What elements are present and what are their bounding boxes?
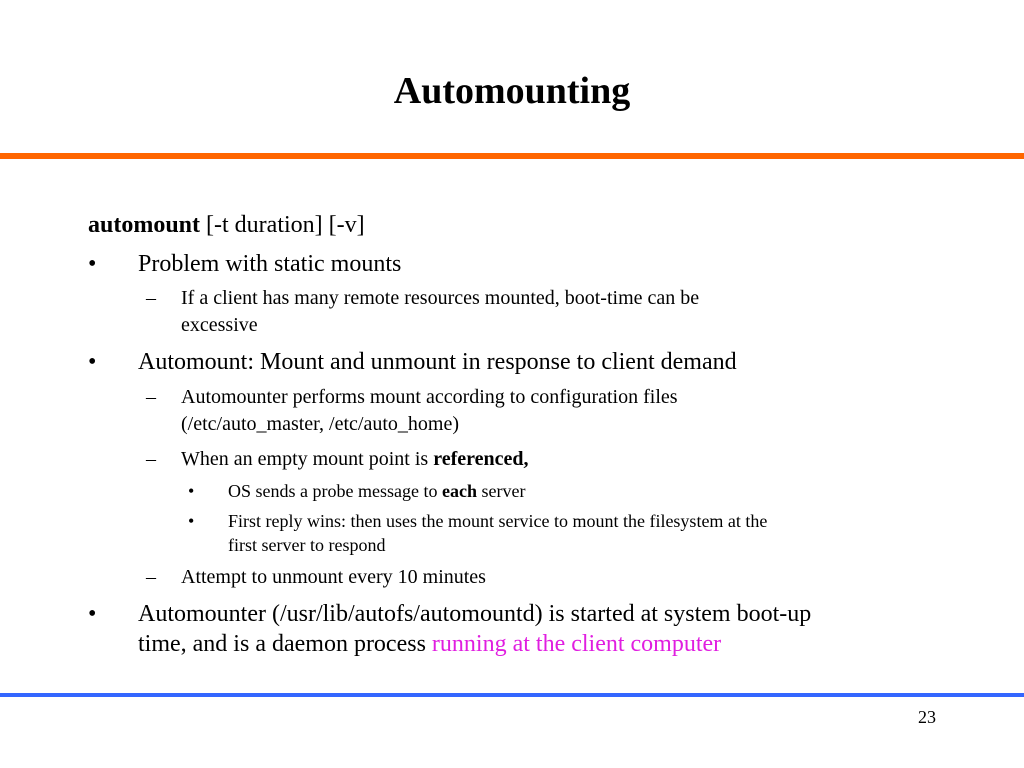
command-name: automount	[88, 212, 201, 238]
bullet-text: Automount: Mount and unmount in response to client demand	[138, 349, 737, 375]
sub-bullet-plain: When an empty mount point is	[181, 448, 434, 470]
sub-bullet-text-continued: excessive	[181, 314, 258, 336]
third-level-text	[228, 479, 525, 503]
third-level-marker: •	[188, 511, 195, 531]
highlighted-text: running at the client computer	[431, 631, 722, 657]
sub-bullet-marker: –	[146, 287, 156, 309]
bullet-plain: time, and is a daemon process	[138, 631, 432, 657]
slide-title: Automounting	[393, 70, 631, 112]
sub-bullet-marker: –	[146, 566, 156, 588]
bullet-text: Problem with static mounts	[138, 251, 402, 277]
bullet-text-continued	[138, 630, 721, 658]
sub-bullet-text	[181, 446, 529, 473]
bullet-marker: •	[88, 251, 97, 277]
sub-bullet-text: If a client has many remote resources mounted, boot-time can be	[181, 287, 700, 309]
page-number: 23	[918, 707, 936, 727]
sub-bullet-bold: referenced,	[433, 448, 529, 470]
bullet-marker: •	[88, 601, 97, 627]
third-level-text-continued: first server to respond	[228, 535, 386, 555]
sub-bullet-text: Automounter performs mount according to configuration files	[181, 386, 678, 408]
bottom-divider	[0, 693, 1024, 697]
third-level-marker: •	[188, 481, 195, 501]
sub-bullet-marker: –	[146, 386, 156, 408]
bullet-marker: •	[88, 349, 97, 375]
third-level-text: First reply wins: then uses the mount service to mount the filesystem at the	[228, 511, 768, 531]
third-level-plain: OS sends a probe message to	[228, 481, 442, 501]
third-level-bold: each	[441, 481, 477, 501]
sub-bullet-text-continued: (/etc/auto_master, /etc/auto_home)	[181, 413, 459, 435]
sub-bullet-marker: –	[146, 448, 156, 470]
third-level-after: server	[476, 481, 526, 501]
command-args: [-t duration] [-v]	[200, 212, 365, 238]
sub-bullet-text: Attempt to unmount every 10 minutes	[181, 566, 486, 588]
command-line	[88, 211, 365, 239]
bullet-text: Automounter (/usr/lib/autofs/automountd) is started at system boot-up	[138, 601, 812, 627]
